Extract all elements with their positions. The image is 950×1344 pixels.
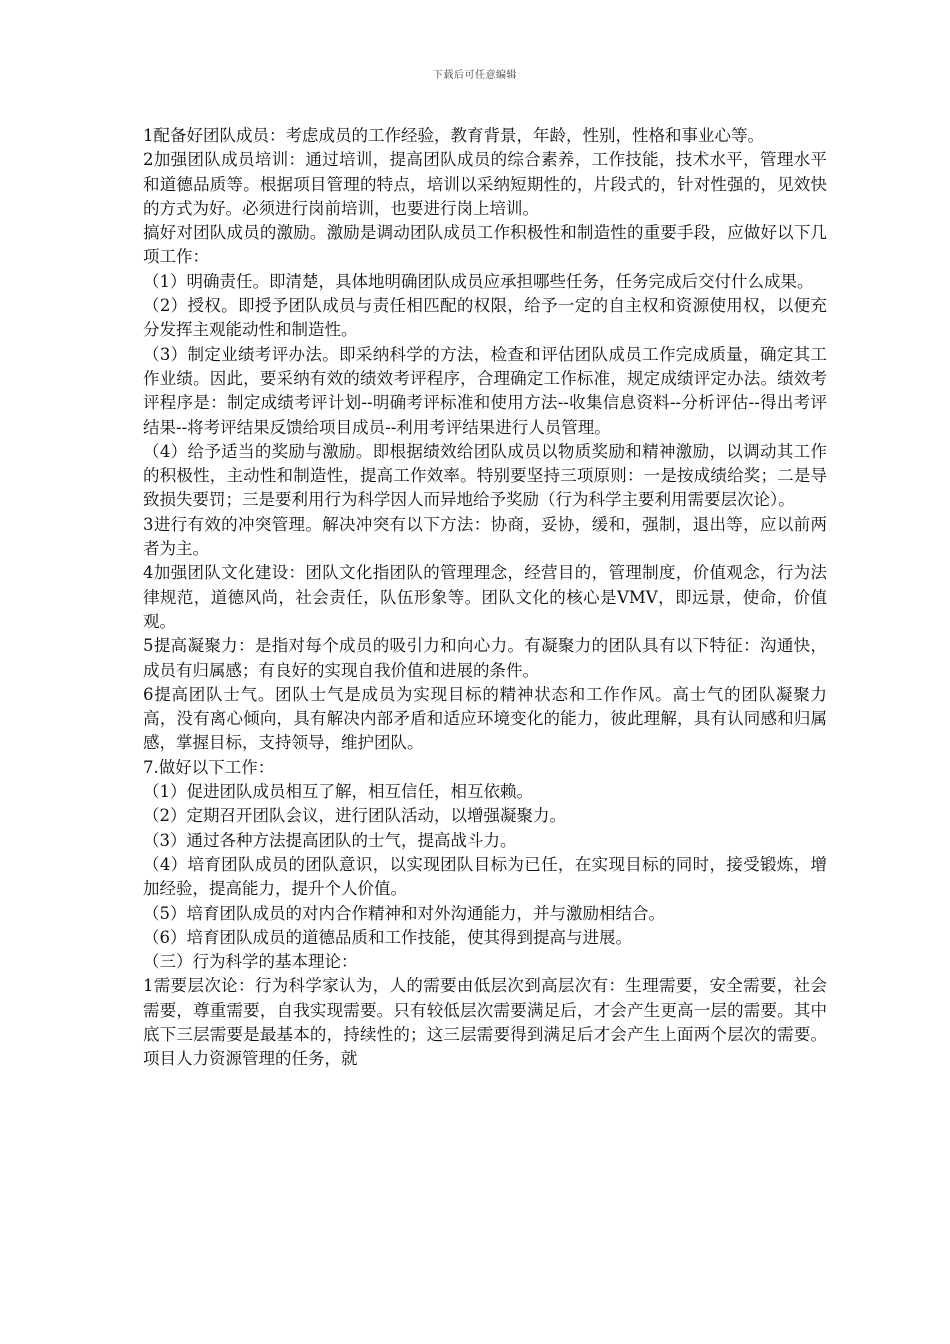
- document-body: [143, 124, 827, 1072]
- paragraph-work-item-3: （3）通过各种方法提高团队的士气，提高战斗力。: [143, 830, 517, 850]
- paragraph-clear-responsibility: （1）明确责任。即清楚，具体地明确团队成员应承担哪些任务，任务完成后交付什么成果。: [143, 271, 814, 291]
- paragraph-work-item-2: （2）定期召开团队会议，进行团队活动，以增强凝聚力。: [143, 806, 566, 826]
- paragraph-team-culture: 4加强团队文化建设：团队文化指团队的管理理念，经营目的，管理制度，价值观念，行为法律规范，道德风尚，社会责任，队伍形象等。团队文化的核心是VMV，即远景，使命，价值观。: [143, 563, 827, 631]
- paragraph-rewards: （4）给予适当的奖励与激励。即根据绩效给团队成员以物质奖励和精神激励，以调动其工作的积极性，主动性和制造性，提高工作效率。特别要坚持三项原则：一是按成绩给奖；二是导致损失要罚；三是要利用行为科学因人而异地给予奖励（行为科学主要利用需要层次论）。: [143, 441, 827, 510]
- paragraph-work-item-6: （6）培育团队成员的道德品质和工作技能，使其得到提高与进展。: [143, 927, 632, 947]
- paragraph-work-item-4: （4）培育团队成员的团队意识，以实现团队目标为已任，在实现目标的同时，接受锻炼，增加经验，提高能力，提升个人价值。: [143, 854, 827, 899]
- paragraph-cohesion: 5提高凝聚力：是指对每个成员的吸引力和向心力。有凝聚力的团队具有以下特征：沟通快，成员有归属感；有良好的实现自我价值和进展的条件。: [143, 636, 827, 680]
- paragraph-hierarchy-of-needs: 1需要层次论：行为科学家认为，人的需要由低层次到高层次有：生理需要，安全需要，社会需要，尊重需要，自我实现需要。只有较低层次需要满足后，才会产生更高一层的需要。其中底下三层需要是最基本的，持续性的；这三层需要得到满足后才会产生上面两个层次的需要。项目人力资源管理的任务，就: [143, 976, 827, 1069]
- paragraph-work-item-1: （1）促进团队成员相互了解，相互信任，相互依赖。: [143, 782, 533, 802]
- paragraph-morale: 6提高团队士气。团队士气是成员为实现目标的精神状态和工作作风。高士气的团队凝聚力高，没有离心倾向，具有解决内部矛盾和适应环境变化的能力，彼此理解，具有认同感和归属感，掌握目标，支持领导，维护团队。: [143, 684, 827, 753]
- section-heading-behavioral-science: （三）行为科学的基本理论：: [143, 952, 358, 972]
- page-header: 下载后可任意编辑: [433, 70, 517, 81]
- paragraph-work-item-5: （5）培育团队成员的对内合作精神和对外沟通能力，并与激励相结合。: [143, 903, 665, 923]
- paragraph-performance-evaluation: （3）制定业绩考评办法。即采纳科学的方法，检查和评估团队成员工作完成质量，确定其工作业绩。因此，要采纳有效的绩效考评程序，合理确定工作标准，规定成绩评定办法。绩效考评程序是：制定成绩考评计划--明确考评标准和使用方法--收集信息资料--分析评估--得出考评结果--将考评结果反馈给项目成员--利用考评结果进行人员管理。: [143, 344, 827, 437]
- paragraph-conflict-management: 3进行有效的冲突管理。解决冲突有以下方法：协商，妥协，缓和，强制，退出等，应以前两者为主。: [143, 514, 827, 559]
- paragraph-motivation-intro: 搞好对团队成员的激励。激励是调动团队成员工作积极性和制造性的重要手段，应做好以下几项工作：: [143, 223, 827, 267]
- paragraph-work-list-heading: 7.做好以下工作：: [143, 757, 275, 777]
- paragraph-authorization: （2）授权。即授予团队成员与责任相匹配的权限，给予一定的自主权和资源使用权，以便充分发挥主观能动性和制造性。: [143, 296, 827, 340]
- paragraph-team-training: 2加强团队成员培训：通过培训，提高团队成员的综合素养，工作技能，技术水平，管理水平和道德品质等。根据项目管理的特点，培训以采纳短期性的，片段式的，针对性强的，见效快的方式为好。必须进行岗前培训，也要进行岗上培训。: [143, 150, 827, 218]
- paragraph-team-staffing: 1配备好团队成员：考虑成员的工作经验，教育背景，年龄，性别，性格和事业心等。: [143, 126, 764, 145]
